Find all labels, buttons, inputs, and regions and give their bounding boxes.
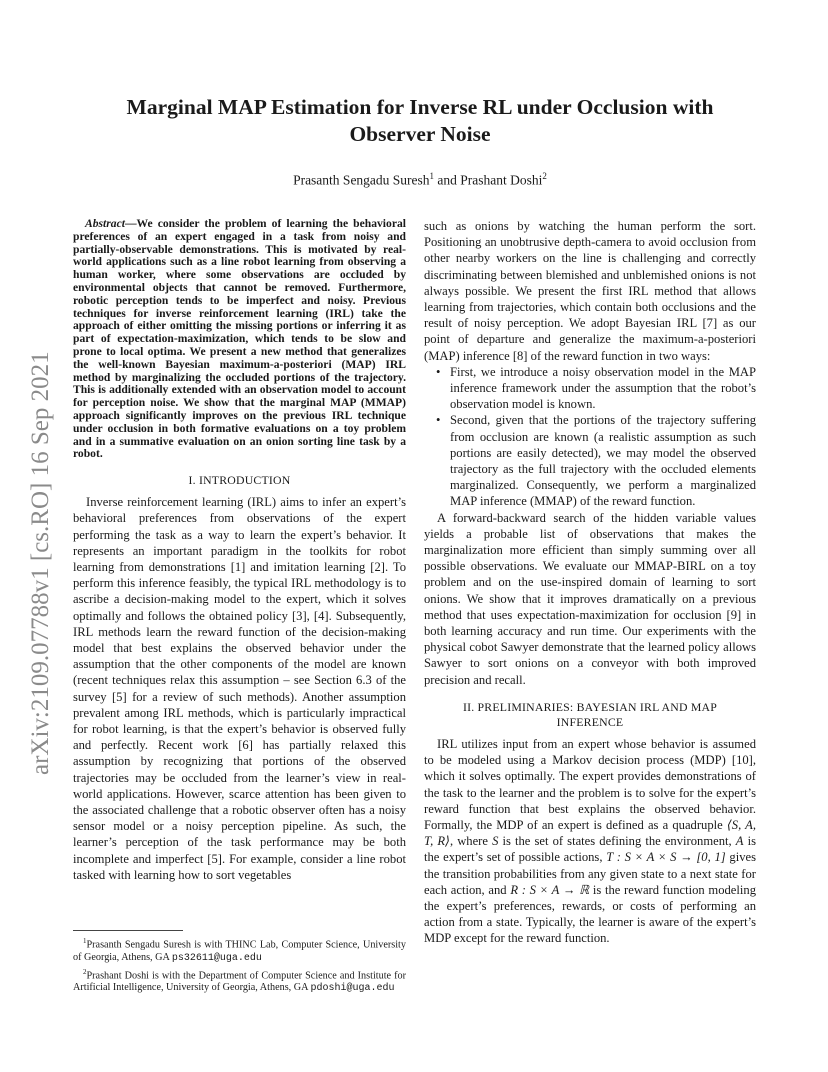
symbol-A: A: [735, 834, 744, 849]
footnote-1-mark: 1: [83, 937, 87, 945]
section-2-numeral: II.: [462, 699, 478, 714]
author-and: and: [434, 172, 461, 188]
reward-function: R : S × A → ℝ: [510, 882, 590, 897]
footnote-1-email: ps32611@uga.edu: [171, 952, 262, 964]
footnote-2-mark: 2: [83, 967, 87, 976]
footnote-rule: [73, 930, 183, 931]
author-2: Prashant Doshi: [460, 172, 543, 188]
author-1: Prasanth Sengadu Suresh: [293, 172, 430, 188]
abstract-label: Abstract: [85, 217, 125, 230]
footnote-2: [73, 966, 406, 996]
arxiv-stamp: [18, 230, 58, 790]
contribution-item: • Second, given that the portions of the trajectory suffering from occlusion are known (a realistic assumption as such portions are easily detected), we may model the observed trajectory as the full trajectory with the occluded elements marginalized. Consequently, we perform a marginalized MAP inference (MMAP) of the reward function.: [450, 412, 756, 509]
abstract: [73, 218, 406, 461]
abstract-text: We consider the problem of learning the behavioral preferences of an expert engaged in a task from noisy and partially-observable demonstrations. This is motivated by real-world applications such as a line robot learning from observing a human worker, where some observations are occluded by environmental objects that cannot be removed. Furthermore, robotic perception tends to be imperfect and noisy. Previous techniques for inverse reinforcement learning (IRL) take the approach of either omitting the missing portions or inferring it as part of expectation-maximization, which tends to be slow and prone to local optima. We present a new method that generalizes the well-known Bayesian maximum-a-posteriori (MAP) IRL method by marginalizing the occluded portions of the trajectory. This is additionally extended with an observation model to account for perception noise. We show that the marginal MAP (MMAP) approach significantly improves on the previous IRL technique under occlusion in both formative evaluations on a toy problem and in a summative evaluation on an onion sorting line task by a robot.: [73, 217, 406, 461]
prelim-text-mid4: gives the transition probabilities from any given state to a next state for each action, and: [424, 850, 756, 897]
section-1-heading: [73, 473, 406, 488]
mdp-tuple: ⟨S, A, T, R⟩: [424, 817, 757, 849]
abstract-dash: —: [124, 217, 137, 230]
transition-function: T : S × A × S → [0, 1]: [606, 850, 726, 865]
contribution-list: [424, 364, 756, 510]
arxiv-identifier: arXiv:2109.07788v1 [cs.RO] 16 Sep 2021: [27, 351, 54, 775]
section-2-title-line-1: PRELIMINARIES: BAYESIAN IRL AND MAP: [477, 699, 718, 714]
author-line: [75, 171, 765, 189]
footnote-2-text: Prashant Doshi is with the Department of Computer Science and Institute for Artificial Intelligence, University of Georgia, Athens, GA: [73, 970, 406, 994]
right-column: [424, 218, 756, 947]
title-line-2: Observer Noise: [349, 122, 491, 146]
section-1-title: INTRODUCTION: [198, 473, 291, 488]
prelim-text-mid2: is the set of states defining the environment,: [498, 834, 736, 849]
footnote-2-email: pdoshi@uga.edu: [310, 983, 395, 995]
title-line-1: Marginal MAP Estimation for Inverse RL under Occlusion with: [126, 95, 714, 119]
intro-paragraph-2: A forward-backward search of the hidden variable values yields a probable list of observations that makes the marginalization more efficient than simply summing over all possible observations. We evaluate our MMAP-BIRL on a toy problem and on the use-inspired domain of learning to sort onions. We show that it improves dramatically on a previous method that uses expectation-maximization for occlusion [9] in both learning accuracy and run time. Our experiments with the physical cobot Sawyer demonstrate that the learned policy allows Sawyer to sort onions on a conveyor with both improved precision and recall.: [424, 510, 756, 687]
section-2-heading: [424, 700, 756, 730]
section-1-numeral: I.: [188, 473, 199, 488]
author-2-mark: 2: [542, 171, 547, 181]
footnote-1: [73, 935, 406, 965]
left-column: [73, 218, 406, 883]
prelim-text-mid3: is the expert’s set of possible actions,: [424, 834, 756, 865]
author-1-mark: 1: [429, 171, 435, 181]
intro-paragraph-1-continued: such as onions by watching the human perform the sort. Positioning an unobtrusive depth-camera to avoid occlusion from other nearby workers on the line is challenging and correctly discriminating between blemished and unblemished onions is not always possible. We present the first IRL method that allows learning from trajectories, which contain both occlusions and the result of noisy perception. We adopt Bayesian IRL [7] as our point of departure and generalize the maximum-a-posteriori (MAP) inference [8] of the reward function in two ways:: [424, 219, 756, 363]
paper-title: [75, 94, 765, 148]
symbol-S: S: [492, 834, 499, 849]
prelim-text-end: is the reward function modeling the expert’s preferences, rewards, or costs of performing an action from a state. Typically, the learner is aware of the expert’s MDP except for the reward function.: [424, 882, 756, 946]
arxiv-stamp-svg: [18, 230, 58, 790]
prelim-text-start: IRL utilizes input from an expert whose behavior is assumed to be modeled using a Markov decision process (MDP) [10], which it solves optimally. The expert provides demonstrations of the task to the learner and the problem is to solve for the expert’s reward function that best explains the observed behavior. Formally, the MDP of an expert is defined as a quadruple: [424, 736, 756, 832]
contribution-item: • First, we introduce a noisy observation model in the MAP inference framework under the assumption that the robot’s observation model is known.: [450, 364, 756, 413]
prelim-text-mid1: , where: [449, 834, 493, 849]
footnote-1-text: Prasanth Sengadu Suresh is with THINC Lab, Computer Science, University of Georgia, Athens, GA: [73, 939, 406, 963]
preliminaries-paragraph: [424, 736, 756, 947]
footnotes: [73, 930, 406, 997]
intro-paragraph-1: Inverse reinforcement learning (IRL) aims to infer an expert’s behavioral preferences from observations of the expert performing the task as a way to learn the expert’s behavior. It represents an important paradigm in the toolkits for robot learning from demonstrations [1] and imitation learning [2]. To perform this inference feasibly, the typical IRL methodology is to ascribe a decision-making model to the expert, which it solves optimally and follows the obtained policy [3], [4]. Subsequently, IRL methods learn the reward function of the decision-making model that best explains the observed behavior under the assumption that the other components of the model are known (recent techniques relax this assumption – see Section 6.3 of the survey [5] for a review of such methods). Another assumption prevalent among IRL methods, which is particularly impractical for robot learning, is that the expert’s behavior is observed fully and perfectly. Recent work [6] has partially relaxed this assumption by recognizing that portions of the observed trajectories may be occluded from the learner’s view in real-world applications. However, scarce attention has been given to the associated challenge that a robotic observer often has a noisy sensor model or a noisy perception pipeline. As such, the learner’s perception of the task performance may be both incomplete and imperfect [5]. For example, consider a line robot tasked with learning how to sort vegetables: [73, 495, 406, 882]
section-2-title-line-2: INFERENCE: [556, 714, 624, 729]
